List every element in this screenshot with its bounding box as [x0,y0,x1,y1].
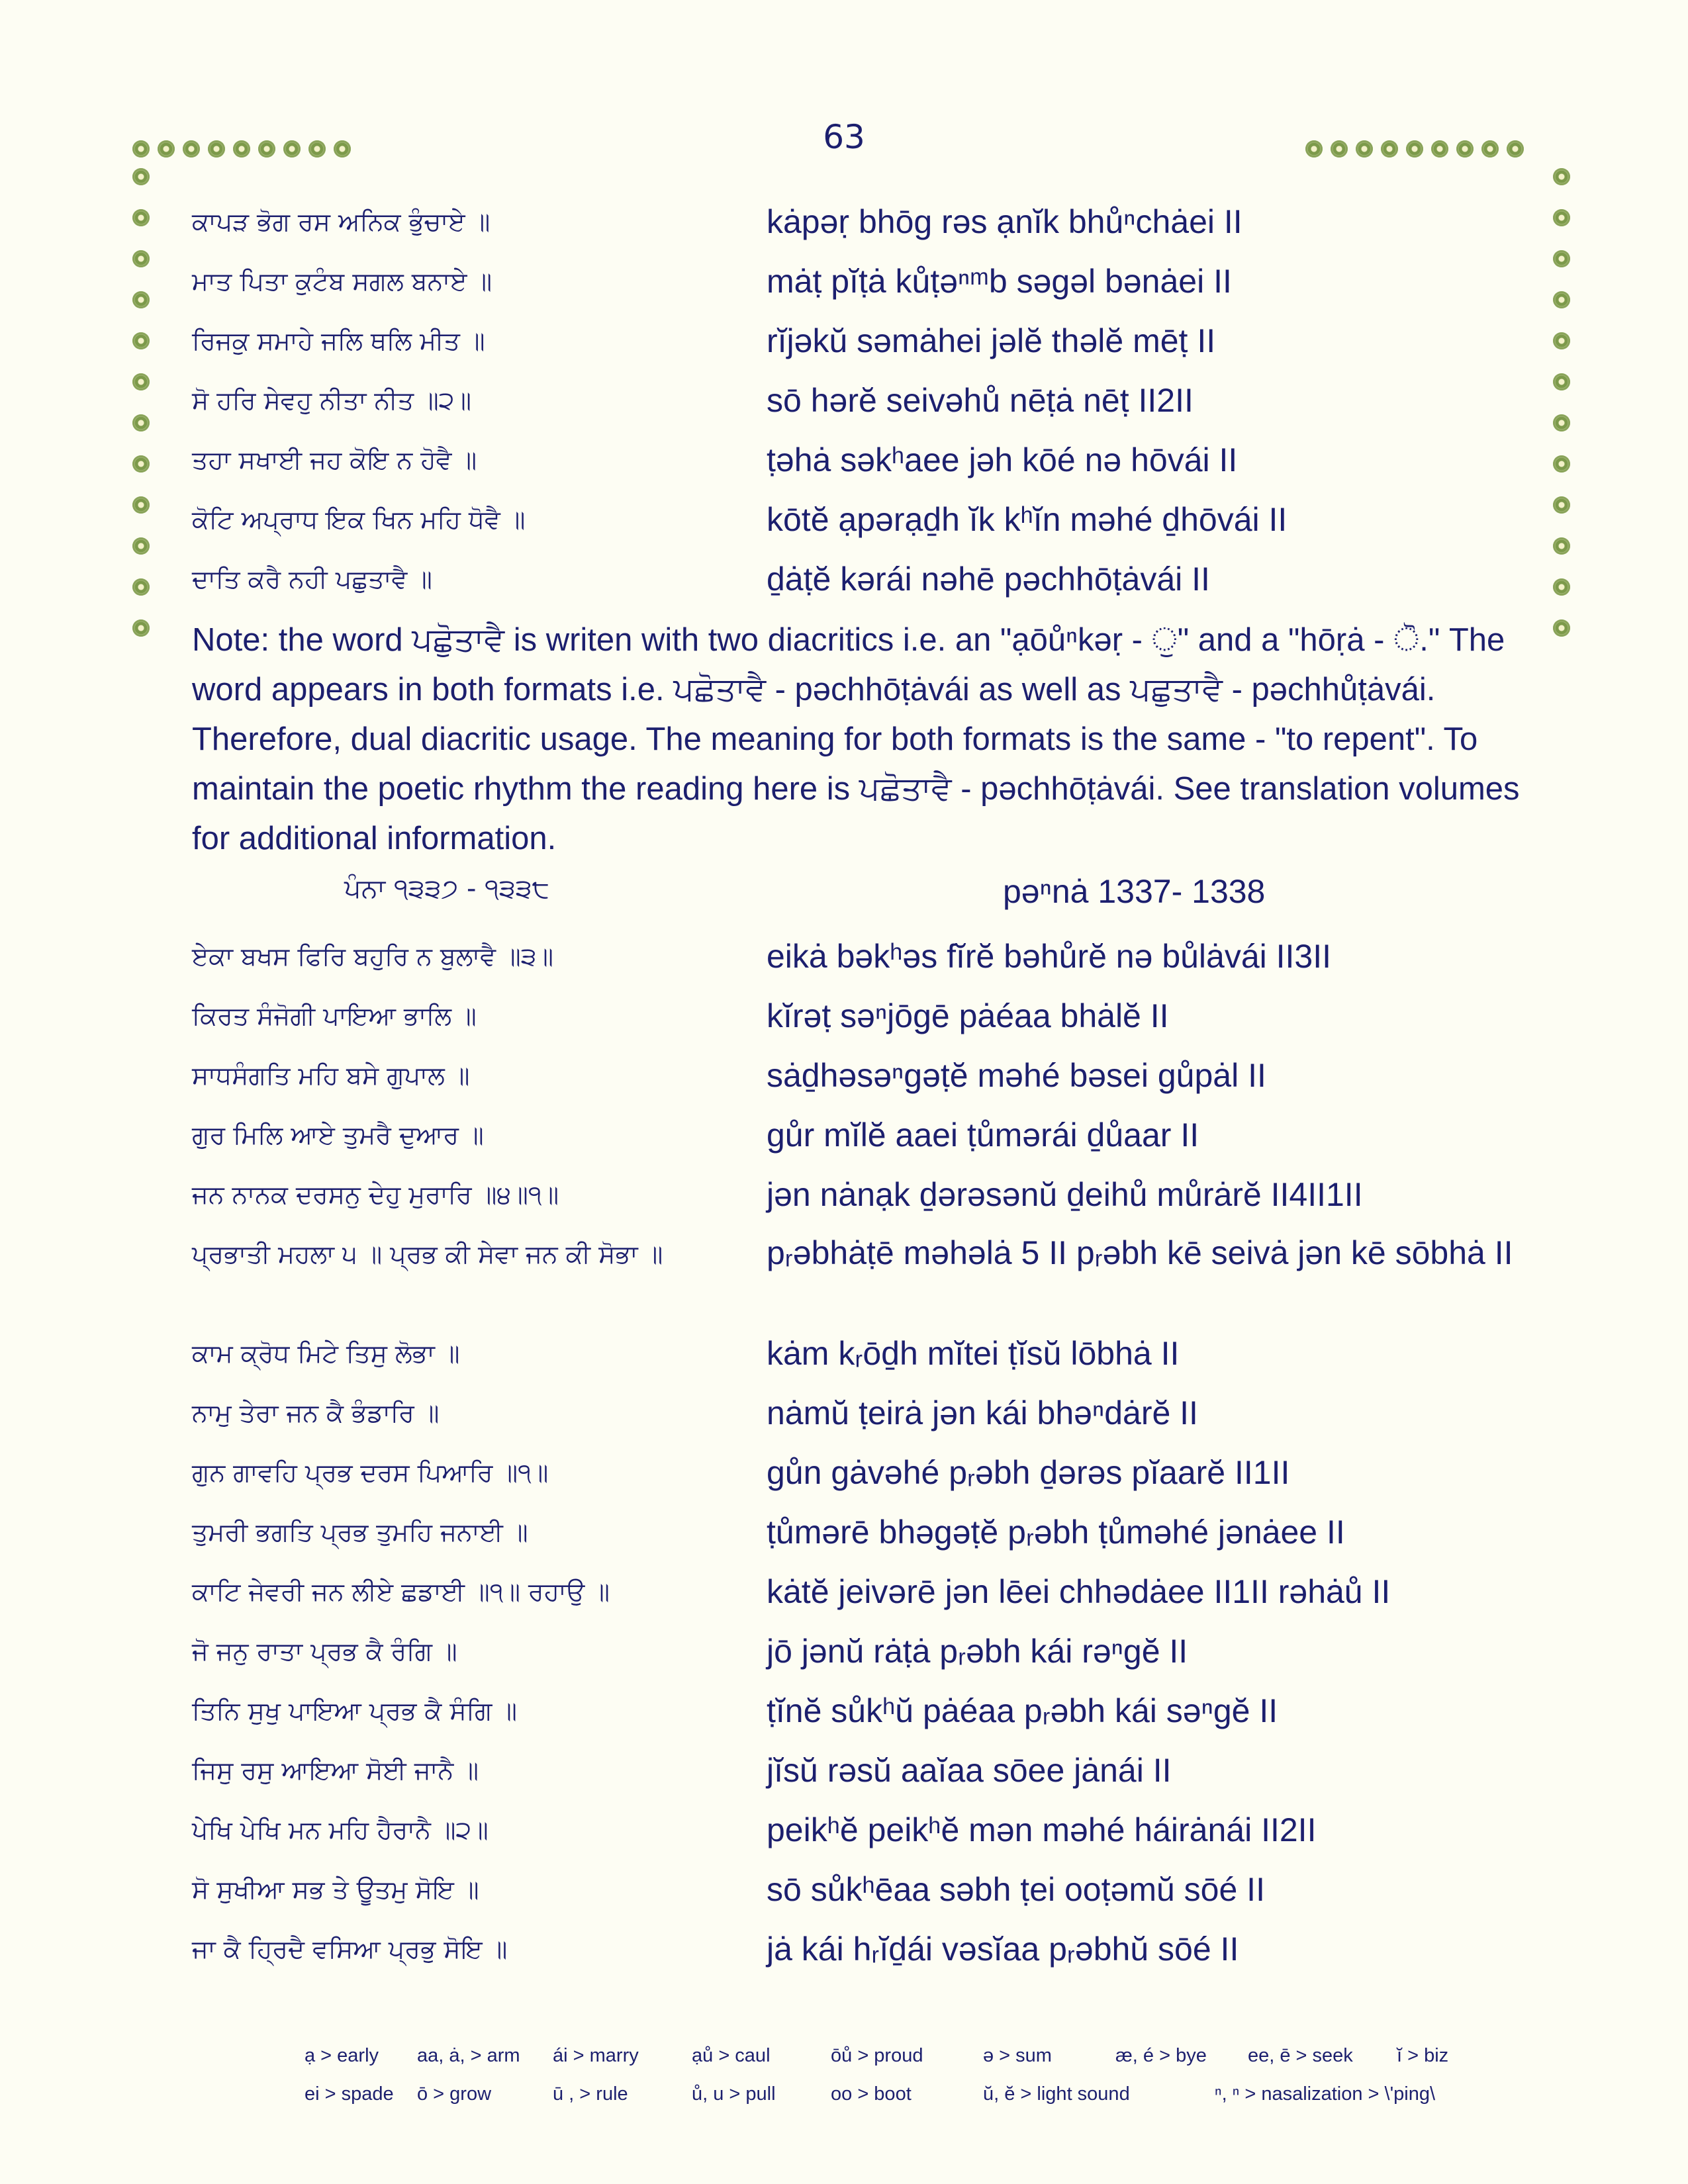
verse-gurmukhi: ਕੋਟਿ ਅਪ੍ਰਾਧ ਇਕ ਖਿਨ ਮਹਿ ਧੋਵੈ ॥ [192,505,526,534]
verse-transliteration: gůn gȧvəhé pᵣəbh ḏərəs pĭaarĕ II1II [767,1454,1290,1491]
verse-gurmukhi: ਜਨ ਨਾਨਕ ਦਰਸਨੁ ਦੇਹੁ ਮੁਰਾਰਿ ॥੪॥੧॥ [192,1180,559,1209]
verse-transliteration: peikʰĕ peikʰĕ mən məhé háirȧnái II2II [767,1811,1317,1848]
verse-transliteration: rĭjəkŭ səmȧhei jəlĕ thəlĕ mēṭ II [767,322,1216,359]
verse-line [0,1807,1688,1853]
verse-transliteration: ṭĭnĕ sůkʰŭ pȧéaa pᵣəbh kái səⁿgĕ II [767,1692,1278,1729]
verse-line [0,318,1688,364]
panna-transliteration: pəⁿnȧ 1337- 1338 [1003,873,1266,910]
verse-line [0,377,1688,424]
verse-line [0,1509,1688,1555]
verse-line [0,1688,1688,1734]
verse-transliteration: kȧm kᵣōḏh mĭtei ṭĭsŭ lōbhȧ II [767,1335,1180,1372]
pronunciation-legend [305,2045,1496,2111]
verse-transliteration: jō jənŭ rȧṭȧ pᵣəbh kái rəⁿgĕ II [767,1633,1188,1670]
note-paragraph: Note: the word ਪਛੁੋਤਾਵੈ is writen with two diacritics i.e. an "ạōůⁿkəṛ - ੁ" and a "hōṛȧ - ੋ." The word appears in both formats i.e. ਪਛੋਤਾਵੈ - pəchhōṭȧvái as well as ਪਛੁਤਾਵੈ - pəchhůṭȧvái. Therefore, dual diacritic usage. The meaning for both formats is the same - "to repent". To maintain the poetic rhythm the reading here is ਪਛੋਤਾਵੈ - pəchhōṭȧvái. See translation volumes for additional information. [192,622,1520,856]
verse-transliteration: nȧmŭ ṭeirȧ jən kái bhəⁿdȧrĕ II [767,1394,1198,1432]
legend-item: ů, u > pull [692,2083,776,2105]
legend-item: ĭ > biz [1397,2045,1449,2066]
verse-gurmukhi: ਜਿਸੁ ਰਸੁ ਆਇਆ ਸੋਈ ਜਾਨੈ ॥ [192,1756,479,1785]
verse-transliteration: ṭəhȧ səkʰaee jəh kōé nə hōvái II [767,441,1238,478]
legend-item: ⁿ, ⁿ > nasalization > \'ping\ [1215,2083,1436,2105]
verse-gurmukhi: ਕਾਪੜ ਭੋਗ ਰਸ ਅਨਿਕ ਭੁੰਚਾਏ ॥ [192,207,491,236]
verse-transliteration: sō hərĕ seivəhů nēṭȧ nēṭ II2II [767,382,1194,419]
verse-gurmukhi: ਸੋ ਹਰਿ ਸੇਵਹੁ ਨੀਤਾ ਨੀਤ ॥੨॥ [192,386,472,415]
verse-gurmukhi: ਸੋ ਸੁਖੀਆ ਸਭ ਤੇ ਊਤਮੁ ਸੋਇ ॥ [192,1875,479,1904]
verse-transliteration: sȧḏhəsəⁿgəṭĕ məhé bəsei gůpȧl II [767,1057,1266,1094]
verse-gurmukhi: ਜਾ ਕੈ ਹ੍ਰਿਦੈ ਵਸਿਆ ਪ੍ਰਭੁ ਸੋਇ ॥ [192,1934,508,1964]
legend-item: ái > marry [553,2045,639,2066]
verse-gurmukhi: ਦਾਤਿ ਕਰੈ ਨਹੀ ਪਛੁਤਾਵੈ ॥ [192,565,432,594]
verse-gurmukhi: ਰਿਜਕੁ ਸਮਾਹੇ ਜਲਿ ਥਲਿ ਮੀਤ ॥ [192,326,485,355]
legend-item: oo > boot [831,2083,912,2105]
panna-gurmukhi: ਪੰਨਾ ੧੩੩੭ - ੧੩੩੮ [344,874,550,904]
legend-item: ōů > proud [831,2045,923,2066]
verse-gurmukhi: ਪੇਖਿ ਪੇਖਿ ਮਨ ਮਹਿ ਹੈਰਾਨੈ ॥੨॥ [192,1815,489,1844]
verse-gurmukhi: ਕਾਮ ਕ੍ਰੋਧ ਮਿਟੇ ਤਿਸੁ ਲੋਭਾ ॥ [192,1339,460,1368]
verse-gurmukhi: ਜੋ ਜਨੁ ਰਾਤਾ ਪ੍ਰਭ ਕੈ ਰੰਗਿ ॥ [192,1637,457,1666]
verse-transliteration: kȧtĕ jeivərē jən lēei chhədȧee II1II rəhȧů II [767,1573,1391,1610]
legend-item: ŭ, ĕ > light sound [983,2083,1130,2105]
verse-gurmukhi: ਮਾਤ ਪਿਤਾ ਕੁਟੰਬ ਸਗਲ ਬਨਾਏ ॥ [192,267,492,296]
legend-item: ee, ē > seek [1248,2045,1353,2066]
verse-line [0,1747,1688,1794]
verse-transliteration: gůr mĭlĕ aaei ṭůmərái ḏůaar II [767,1116,1199,1154]
verse-transliteration: ṭůmərē bhəgəṭĕ pᵣəbh ṭůməhé jənȧee II [767,1514,1345,1551]
verse-line [0,258,1688,304]
verse-gurmukhi: ਤਿਨਿ ਸੁਖੁ ਪਾਇਆ ਪ੍ਰਭ ਕੈ ਸੰਗਿ ॥ [192,1696,518,1725]
verse-line [0,1171,1688,1218]
legend-item: aa, ȧ, > arm [417,2045,520,2066]
verse-gurmukhi: ਕਾਟਿ ਜੇਵਰੀ ਜਨ ਲੀਏ ਛਡਾਈ ॥੧॥ ਰਹਾਉ ॥ [192,1577,610,1606]
page-number: 63 [823,118,865,156]
verse-gurmukhi: ਤਹਾ ਸਖਾਈ ਜਹ ਕੋਇ ਨ ਹੋਵੈ ॥ [192,445,477,475]
verse-line [0,1231,1688,1324]
verse-line [0,993,1688,1039]
verse-line [0,437,1688,483]
verse-gurmukhi: ਕਿਰਤ ਸੰਜੋਗੀ ਪਾਇਆ ਭਾਲਿ ॥ [192,1001,477,1030]
verse-line [0,1628,1688,1674]
verse-transliteration: sō sůkʰēaa səbh ṭei ooṭəmŭ sōé II [767,1871,1265,1908]
verse-transliteration: jən nȧnạk ḏərəsənŭ ḏeihů můrȧrĕ II4II1II [767,1176,1363,1213]
verse-transliteration: jĭsŭ rəsŭ aaĭaa sōee jȧnái II [767,1752,1172,1789]
verse-line [0,1052,1688,1099]
verse-line [0,1866,1688,1913]
verse-line [0,1390,1688,1436]
verse-gurmukhi: ਤੁਮਰੀ ਭਗਤਿ ਪ੍ਰਭ ਤੁਮਹਿ ਜਨਾਈ ॥ [192,1518,528,1547]
verse-gurmukhi: ਗੁਨ ਗਾਵਹਿ ਪ੍ਰਭ ਦਰਸ ਪਿਆਰਿ ॥੧॥ [192,1458,549,1487]
verse-gurmukhi: ਪ੍ਰਭਾਤੀ ਮਹਲਾ ੫ ॥ ਪ੍ਰਭ ਕੀ ਸੇਵਾ ਜਨ ਕੀ ਸੋਭਾ ॥ [192,1240,663,1269]
verse-gurmukhi: ਨਾਮੁ ਤੇਰਾ ਜਨ ਕੈ ਭੰਡਾਰਿ ॥ [192,1398,440,1428]
verse-line [0,1926,1688,1972]
legend-item: æ, é > bye [1115,2045,1207,2066]
legend-item: ə > sum [983,2045,1052,2066]
verse-transliteration: kōtĕ ạpərạḏh ĭk kʰĭn məhé ḏhōvái II [767,501,1288,538]
flower-border-top-right [1305,140,1524,158]
legend-item: ū , > rule [553,2083,628,2105]
verse-line [0,1449,1688,1496]
legend-item: ạ > early [305,2045,379,2066]
verse-transliteration: eikȧ bəkʰəs fĭrĕ bəhůrĕ nə bůlȧvái II3II [767,938,1332,975]
verse-line [0,1330,1688,1377]
legend-item: ō > grow [417,2083,492,2105]
verse-line [0,556,1688,602]
verse-gurmukhi: ਸਾਧਸੰਗਤਿ ਮਹਿ ਬਸੇ ਗੁਪਾਲ ॥ [192,1061,470,1090]
verse-line [0,1569,1688,1615]
verse-transliteration: pᵣəbhȧṭē məhəlȧ 5 II pᵣəbh kē seivȧ jən kē sōbhȧ II [767,1234,1513,1271]
legend-item: ạů > caul [692,2045,771,2066]
verse-line [0,496,1688,543]
flower-border-top-left [132,140,351,158]
verse-transliteration: ḏȧṭĕ kərái nəhē pəchhōṭȧvái II [767,561,1210,598]
verse-gurmukhi: ਏਕਾ ਬਖਸ ਫਿਰਿ ਬਹੁਰਿ ਨ ਬੁਲਾਵੈ ॥੩॥ [192,942,553,971]
verse-line [0,1112,1688,1158]
verse-transliteration: jȧ kái hᵣĭḏái vəsĭaa pᵣəbhŭ sōé II [767,1931,1239,1968]
verse-line [0,933,1688,979]
verse-gurmukhi: ਗੁਰ ਮਿਲਿ ਆਏ ਤੁਮਰੈ ਦੁਆਰ ॥ [192,1120,484,1150]
verse-transliteration: mȧṭ pĭṭȧ kůṭəⁿᵐb səgəl bənȧei II [767,263,1232,300]
verse-transliteration: kȧpəṛ bhōg rəs ạnĭk bhůⁿchȧei II [767,203,1243,240]
verse-transliteration: kĭrəṭ səⁿjōgē pȧéaa bhȧlĕ II [767,997,1169,1034]
verse-line [0,199,1688,245]
legend-item: ei > spade [305,2083,394,2105]
